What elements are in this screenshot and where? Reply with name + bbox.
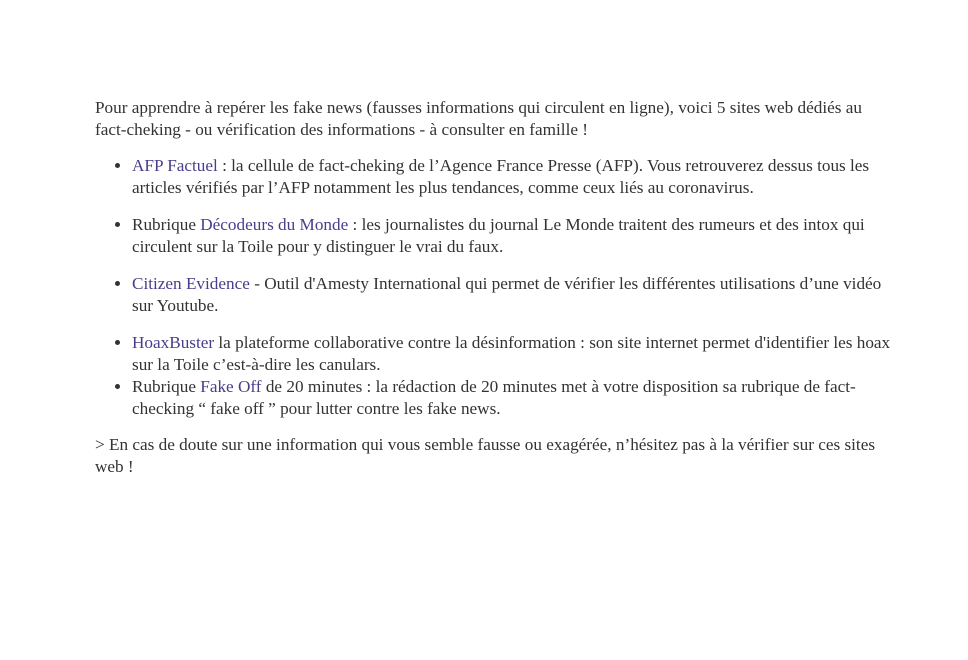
item-text: : les journalistes du journal Le Monde traitent des rumeurs et des intox qui circulent sur la Toile pour y distinguer le vrai du faux. [132, 215, 865, 256]
link-citizen-evidence[interactable]: Citizen Evidence [132, 274, 250, 293]
item-text: de 20 minutes : la rédaction de 20 minutes met à votre disposition sa rubrique de fact-checking “ fake off ” pour lutter contre les fake news. [132, 377, 856, 418]
list-item-decodeurs-du-monde [132, 214, 895, 258]
item-text: - Outil d'Amesty International qui permet de vérifier les différentes utilisations d’une vidéo sur Youtube. [132, 274, 882, 315]
list-item-fake-off [132, 376, 895, 420]
outro-paragraph: > En cas de doute sur une information qui vous semble fausse ou exagérée, n’hésitez pas à la vérifier sur ces sites web ! [95, 435, 876, 476]
link-fake-off[interactable]: Fake Off [200, 377, 262, 396]
list-item-afp-factuel [132, 155, 895, 199]
link-afp-factuel[interactable]: AFP Factuel [132, 156, 218, 175]
list-item-citizen-evidence [132, 273, 895, 317]
intro-paragraph: Pour apprendre à repérer les fake news (fausses informations qui circulent en ligne), voici 5 sites web dédiés au fact-cheking - ou vérification des informations - à consulter en famille ! [95, 98, 862, 139]
item-prefix: Rubrique [132, 215, 201, 234]
list-item-hoaxbuster [132, 332, 895, 376]
link-hoaxbuster[interactable]: HoaxBuster [132, 333, 215, 352]
fact-check-sites-list [95, 155, 895, 420]
item-text: : la cellule de fact-cheking de l’Agence France Presse (AFP). Vous retrouverez dessus tous les articles vérifiés par l’AFP notamment les plus tendances, comme ceux liés au coronavirus. [132, 156, 870, 197]
article-body [95, 97, 895, 478]
item-prefix: Rubrique [132, 377, 201, 396]
item-text: la plateforme collaborative contre la désinformation : son site internet permet d'identifier les hoax sur la Toile c’est-à-dire les canulars. [132, 333, 891, 374]
link-decodeurs-du-monde[interactable]: Décodeurs du Monde [200, 215, 349, 234]
